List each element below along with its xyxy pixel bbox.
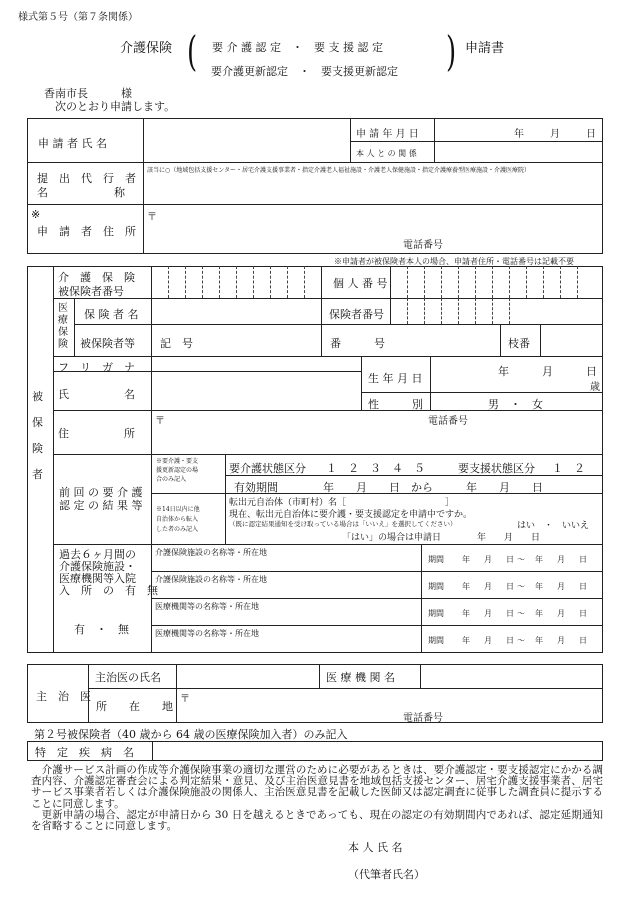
note-a3: 合のみ記入 <box>156 476 187 483</box>
insured-address-label: 住 所 <box>58 427 135 440</box>
addressee: 香南市長 様 <box>44 87 132 100</box>
facility-label-1: 介護保険施設の名称等・所在地 <box>155 548 267 557</box>
insured-postal: 〒 <box>155 416 165 427</box>
agent-label-1: 提 出 代 行 者 <box>37 172 136 185</box>
period-from-4[interactable]: 年 月 日〜 <box>462 636 528 645</box>
birth-value[interactable]: 年 月 日 <box>498 365 597 378</box>
period-label-4: 期間 <box>428 636 444 645</box>
support-level-label: 要支援状態区分 <box>458 462 535 475</box>
past-label-1: 過去６ヶ月間の <box>59 548 136 561</box>
prev-label-1: 前 回 の 要 介 護 <box>59 486 143 499</box>
insured-name-field[interactable] <box>153 373 358 408</box>
applicant-note: ※申請者が被保険者本人の場合、申請者住所・電話番号は記載不要 <box>334 257 574 266</box>
past-label-2: 介護保険施設・ <box>59 560 136 573</box>
edaban-label: 枝番 <box>508 337 530 350</box>
note-b1: ※14日以内に他 <box>156 506 200 513</box>
period-label-3: 期間 <box>428 609 444 618</box>
sign-label: 本 人 氏 名 <box>348 841 403 854</box>
period-from-1[interactable]: 年 月 日〜 <box>462 555 528 564</box>
application-date-value[interactable]: 年 月 日 <box>514 129 598 140</box>
transfer-note: （既に認定結果通知を受け取っている場合は「いいえ」を選択してください） <box>229 520 457 528</box>
birth-label: 生 年 月 日 <box>368 372 423 385</box>
sex-value[interactable]: 男 ・ 女 <box>488 398 543 411</box>
insured-etc-label: 被保険者等 <box>80 337 135 350</box>
support-levels[interactable]: １ ２ <box>552 462 585 475</box>
transfer-yes-date[interactable]: 「はい」の場合は申請日 年 月 日 <box>342 533 541 543</box>
kigo-label: 記 号 <box>160 337 193 350</box>
consent-paragraph-1: 介護サービス計画の作成等介護保険事業の適切な運営のために必要があるときは、要介護認定・要支援認定にかかる調査内容、介護認定審査会による判定結果・意見、及び主治医意見書を地域包括支援センター、居宅介護支援事業者、居宅サービス事業者若しくは介護保険施設の関係人、主治医意見書を記載した医師又は認定調査に従事した調査員に提示することに同意します。 <box>31 764 603 810</box>
applicant-name-field[interactable] <box>146 121 346 159</box>
period-to-4[interactable]: 年 月 日 <box>535 636 590 645</box>
agent-label-2: 名 称 <box>37 186 125 199</box>
medical-inst-label-1: 医療機関等の名称等・所在地 <box>155 602 259 611</box>
note-a2: 援更新認定の場 <box>156 467 199 474</box>
ins-no-label-1: 介 護 保 険 <box>58 271 135 284</box>
application-date-label: 申 請 年 月 日 <box>356 129 419 140</box>
facility-label-2: 介護保険施設の名称等・所在地 <box>155 575 267 584</box>
disease-field[interactable] <box>154 743 601 759</box>
disease-label: 特 定 疾 病 名 <box>35 746 134 759</box>
valid-period-value[interactable]: 年 月 日 から 年 月 日 <box>323 481 543 494</box>
form-number: 様式第５号（第７条関係） <box>18 12 138 23</box>
consent-paragraph-2: 更新申請の場合、認定が申請日から 30 日を越えるときであっても、現在の認定の有効期間内であれば、認定延期通知を省略することに同意します。 <box>31 809 603 833</box>
title-option-2: 要介護更新認定 ・ 要支援更新認定 <box>211 65 398 78</box>
period-to-2[interactable]: 年 月 日 <box>535 582 590 591</box>
personal-no-label: 個 人 番 号 <box>333 277 388 290</box>
medical-insurance-label: 医療保険 <box>58 303 68 350</box>
physician-label: 主 治 医 <box>36 690 91 703</box>
relation-field[interactable] <box>436 143 601 160</box>
age-unit: 歳 <box>590 382 600 393</box>
period-to-3[interactable]: 年 月 日 <box>535 609 590 618</box>
second-heading: 第２号被保険者（40 歳から 64 歳の医療保険加入者）のみ記入 <box>34 728 348 741</box>
insured-section-label: 被保険者 <box>32 390 43 481</box>
agent-note: 該当に○（地域包括支援センター・居宅介護支援事業者・指定介護老人福祉施設・介護老人保健施設・指定介護療養型医療施設・介護医療院） <box>147 167 530 174</box>
care-levels[interactable]: １ ２ ３ ４ ５ <box>326 462 425 475</box>
title-prefix: 介護保険 <box>120 41 173 56</box>
address-mark: ※ <box>31 208 41 221</box>
physician-phone-label: 電話番号 <box>403 713 443 724</box>
furigana-label: フ リ ガ ナ <box>58 361 135 374</box>
ari-nashi[interactable]: 有 ・ 無 <box>74 623 129 636</box>
medical-inst-label-2: 医療機関等の名称等・所在地 <box>155 629 259 638</box>
past-label-3: 医療機関等入院 <box>59 572 136 585</box>
insurer-name-label: 保 険 者 名 <box>84 308 139 321</box>
insured-name-label: 氏 名 <box>58 388 135 401</box>
note-a1: ※要介護・要支 <box>156 458 199 465</box>
title-suffix: 申請書 <box>465 41 505 56</box>
insurer-no-label: 保険者番号 <box>329 308 384 321</box>
transfer-name[interactable]: 転出元自治体（市町村）名［ ］ <box>229 498 455 508</box>
transfer-yes-no[interactable]: はい ・ いいえ <box>517 521 590 531</box>
physician-inst-label: 医 療 機 関 名 <box>326 671 395 684</box>
bango-label: 番 号 <box>330 337 385 350</box>
note-b2: 自治体から転入 <box>156 516 199 523</box>
left-bracket: ( <box>187 28 198 77</box>
period-to-1[interactable]: 年 月 日 <box>535 555 590 564</box>
sex-label: 性 別 <box>368 398 423 411</box>
physician-name-label: 主治医の氏名 <box>95 671 161 684</box>
period-from-2[interactable]: 年 月 日〜 <box>462 582 528 591</box>
applicant-phone-label: 電話番号 <box>403 240 443 251</box>
title-option-1: 要 介 護 認 定 ・ 要 支 援 認 定 <box>212 41 383 54</box>
prev-label-2: 認 定 の 結 果 等 <box>59 499 143 512</box>
relation-label: 本 人 と の 関 係 <box>356 149 417 158</box>
period-from-3[interactable]: 年 月 日〜 <box>462 609 528 618</box>
right-bracket: ) <box>446 28 457 77</box>
period-label-2: 期間 <box>428 582 444 591</box>
applicant-address-label: 申 請 者 住 所 <box>37 225 136 238</box>
proxy-label: （代筆者氏名） <box>348 868 425 881</box>
physician-addr-label: 所 在 地 <box>96 700 173 713</box>
period-label-1: 期間 <box>428 555 444 564</box>
ins-no-label-2: 被保険者番号 <box>58 285 124 298</box>
insured-phone-label: 電話番号 <box>428 416 468 427</box>
transfer-question: 現在、転出元自治体に要介護・要支援認定を申請中ですか。 <box>229 510 473 520</box>
past-label-4: 入 所 の 有 無 <box>59 584 158 597</box>
valid-period-label: 有効期間 <box>234 481 278 494</box>
intro-text: 次のとおり申請します。 <box>55 100 176 113</box>
note-b3: した者のみ記入 <box>156 526 199 533</box>
applicant-postal: 〒 <box>147 212 157 223</box>
applicant-name-label: 申 請 者 氏 名 <box>38 137 107 150</box>
care-level-label: 要介護状態区分 <box>229 462 306 475</box>
physician-postal: 〒 <box>180 694 190 705</box>
